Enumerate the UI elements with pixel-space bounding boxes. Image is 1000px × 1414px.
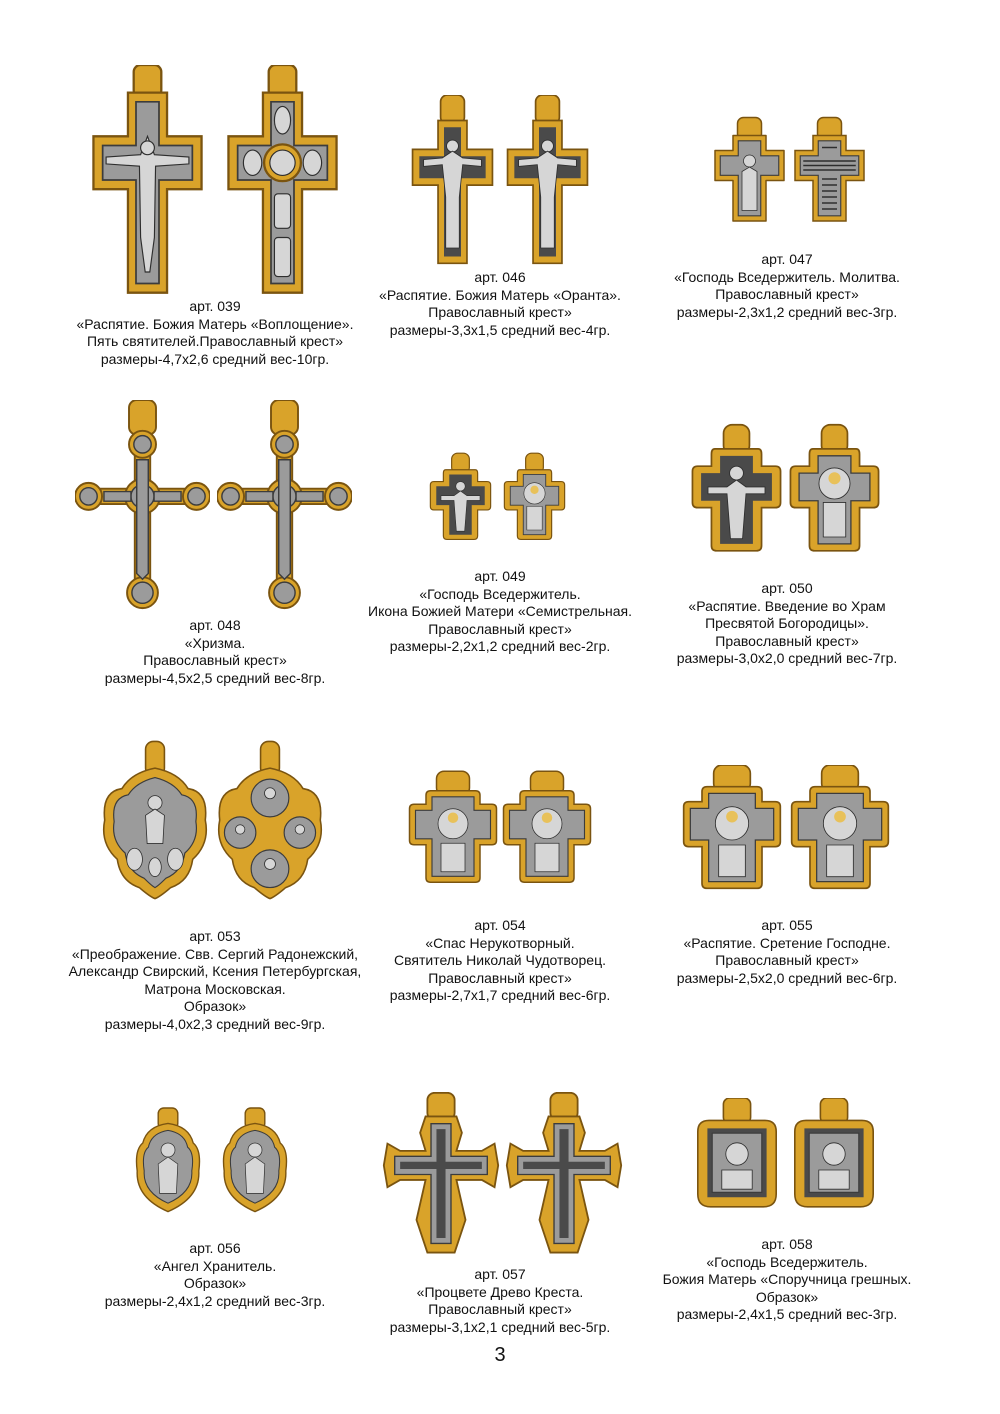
pendant-back-image — [220, 1098, 290, 1223]
product-caption — [627, 580, 947, 668]
product-caption — [340, 917, 660, 1005]
product-caption — [55, 928, 375, 1033]
article-number: арт. 058 — [761, 1236, 813, 1252]
article-number: арт. 056 — [189, 1240, 241, 1256]
product-caption — [627, 251, 947, 321]
product-title: Православный крест» — [428, 620, 572, 637]
product-title: Образок» — [755, 1288, 819, 1305]
product-047 — [627, 110, 947, 330]
product-055 — [627, 765, 947, 990]
pendant-back-image — [789, 1098, 879, 1210]
product-specs: размеры-2,4x1,5 средний вес-3гр. — [676, 1306, 898, 1322]
product-title: Православный крест» — [428, 304, 572, 320]
product-title: «Распятие. Введение во Храм — [688, 597, 886, 614]
product-title: «Господь Вседержитель. — [419, 585, 581, 602]
pendant-front-image — [382, 1092, 500, 1257]
product-title: «Преображение. Свв. Сергий Радонежский, — [71, 945, 359, 962]
article-number: арт. 048 — [189, 617, 241, 633]
pendant-back-image — [787, 412, 882, 567]
product-title: Православный крест» — [428, 969, 572, 986]
pendant-back-image — [790, 765, 890, 890]
product-title: Православный крест» — [715, 632, 859, 649]
product-057 — [340, 1092, 660, 1337]
product-specs: размеры-4,5x2,5 средний вес-8гр. — [104, 669, 326, 686]
product-specs: размеры-3,1x2,1 средний вес-5гр. — [389, 1318, 611, 1335]
pendant-front-image — [100, 730, 210, 910]
product-caption — [627, 1236, 947, 1324]
pendant-back-image — [792, 110, 867, 230]
product-caption — [627, 917, 947, 987]
product-048 — [55, 395, 375, 690]
pendant-front-image — [689, 412, 784, 567]
product-specs: размеры-2,2x1,2 средний вес-2гр. — [389, 638, 611, 654]
product-title: «Господь Вседержитель. Молитва. — [674, 268, 900, 285]
product-caption — [55, 1240, 375, 1310]
product-title: Матрона Московская. — [144, 980, 286, 997]
pendant-back-image — [215, 730, 325, 910]
product-title: «Распятие. Божия Матерь «Оранта». — [379, 286, 621, 303]
product-title: «Ангел Хранитель. — [153, 1257, 277, 1274]
product-056 — [55, 1098, 375, 1308]
pendant-front-image — [682, 765, 782, 890]
pendant-back-image — [505, 95, 590, 265]
article-number: арт. 054 — [474, 917, 526, 933]
product-title: «Процвете Древо Креста. — [416, 1283, 584, 1300]
product-058 — [627, 1098, 947, 1328]
product-053 — [55, 730, 375, 1035]
pendant-front-image — [428, 435, 493, 560]
pendant-front-image — [408, 765, 498, 890]
product-039 — [55, 60, 375, 370]
article-number: арт. 047 — [761, 251, 813, 267]
product-specs: размеры-4,0x2,3 средний вес-9гр. — [104, 1015, 326, 1032]
product-caption — [340, 1266, 660, 1336]
pendant-back-image — [502, 765, 592, 890]
product-specs: размеры-2,5x2,0 средний вес-6гр. — [676, 969, 898, 986]
article-number: арт. 046 — [474, 269, 526, 285]
product-title: «Спас Нерукотворный. — [425, 934, 575, 951]
product-specs: размеры-3,0x2,0 средний вес-7гр. — [676, 650, 898, 666]
product-title: «Распятие. Сретение Господне. — [683, 934, 891, 951]
product-050 — [627, 412, 947, 667]
product-title: Александр Свирский, Ксения Петербургская, — [68, 963, 362, 979]
product-caption — [340, 269, 660, 339]
pendant-back-image — [217, 400, 352, 612]
product-specs: размеры-4,7x2,6 средний вес-10гр. — [100, 350, 330, 367]
product-caption — [55, 298, 375, 368]
product-title: Пять святителей.Православный крест» — [86, 333, 344, 349]
article-number: арт. 057 — [474, 1266, 526, 1282]
product-title: «Господь Вседержитель. — [706, 1253, 868, 1270]
product-title: «Хризма. — [184, 634, 246, 651]
product-caption — [340, 568, 660, 656]
product-specs: размеры-2,4x1,2 средний вес-3гр. — [104, 1292, 326, 1309]
product-title: Православный крест» — [143, 652, 287, 668]
article-number: арт. 039 — [189, 298, 241, 314]
product-title: Православный крест» — [715, 286, 859, 302]
pendant-front-image — [712, 110, 787, 230]
pendant-front-image — [75, 400, 210, 612]
product-title: Образок» — [183, 998, 247, 1014]
product-title: Православный крест» — [428, 1301, 572, 1317]
product-specs: размеры-2,3x1,2 средний вес-3гр. — [676, 303, 898, 320]
product-title: Святитель Николай Чудотворец. — [394, 952, 606, 968]
article-number: арт. 049 — [474, 568, 526, 584]
product-054 — [340, 765, 660, 1005]
product-title: Образок» — [183, 1275, 247, 1291]
pendant-front-image — [410, 95, 495, 265]
pendant-front-image — [692, 1098, 782, 1210]
product-title: Православный крест» — [715, 952, 859, 968]
product-caption — [55, 617, 375, 687]
article-number: арт. 050 — [761, 580, 813, 596]
pendant-front-image — [133, 1098, 203, 1223]
product-title: «Распятие. Божия Матерь «Воплощение». — [76, 315, 354, 332]
product-specs: размеры-3,3x1,5 средний вес-4гр. — [389, 321, 611, 338]
pendant-front-image — [80, 65, 215, 295]
product-specs: размеры-2,7x1,7 средний вес-6гр. — [389, 987, 611, 1003]
product-046 — [340, 95, 660, 355]
pendant-back-image — [505, 1092, 623, 1257]
article-number: арт. 053 — [189, 928, 241, 944]
product-title: Божия Матерь «Споручница грешных. — [662, 1271, 912, 1287]
pendant-back-image — [502, 435, 567, 560]
page-number: 3 — [494, 1344, 506, 1366]
article-number: арт. 055 — [761, 917, 813, 933]
product-title: Пресвятой Богородицы». — [705, 615, 869, 631]
product-049 — [340, 435, 660, 660]
product-title: Икона Божией Матери «Семистрельная. — [368, 603, 632, 619]
pendant-back-image — [215, 65, 350, 295]
